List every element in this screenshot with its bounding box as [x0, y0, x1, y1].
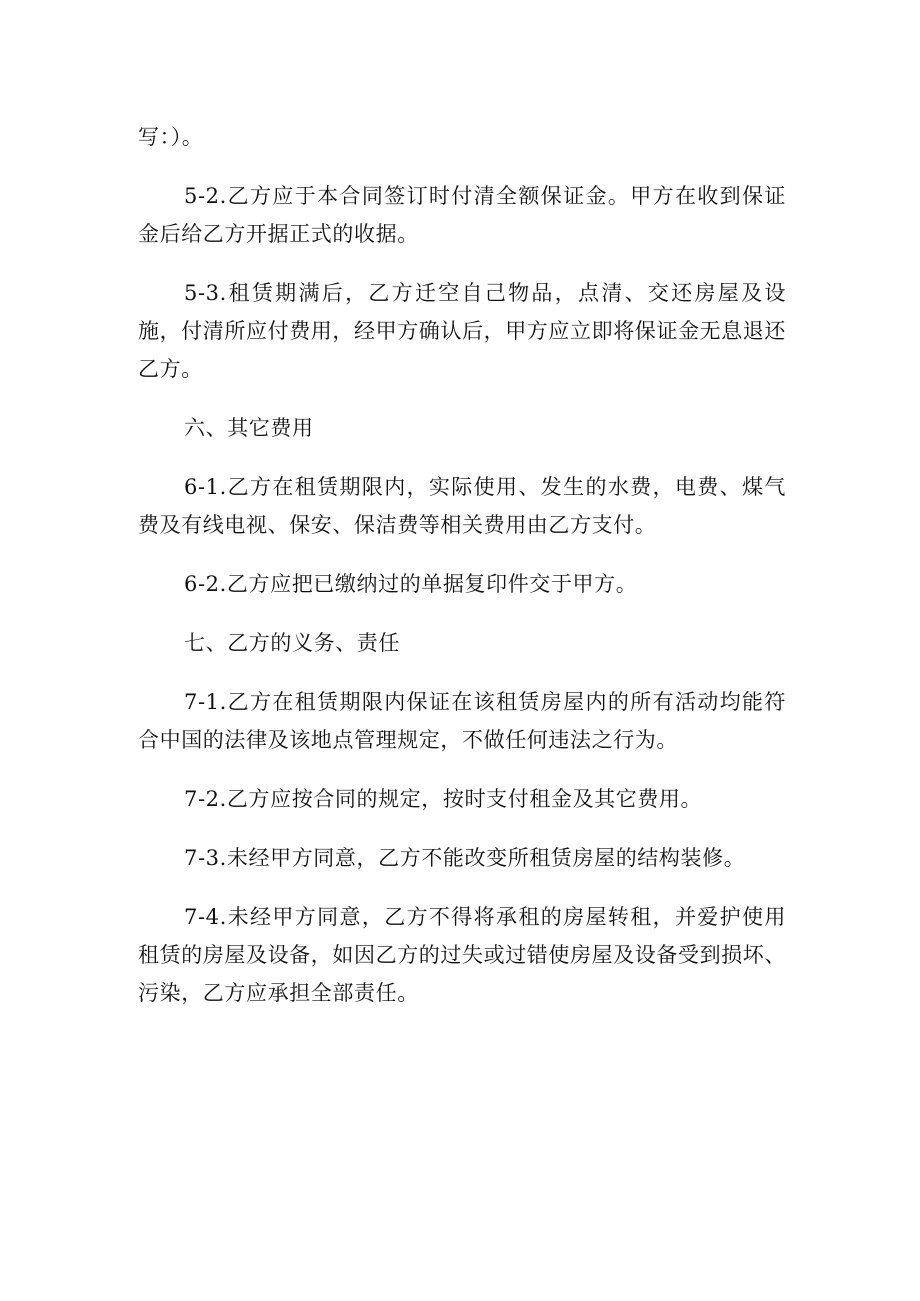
paragraph-continuation: 写：）。: [138, 125, 204, 149]
clause-7-4: 7-4.未经甲方同意，乙方不得将承租的房屋转租，并爱护使用租赁的房屋及设备，如因乙方的过失或过错使房屋及设备受到损坏、污染，乙方应承担全部责任。: [138, 905, 786, 1005]
clause-7-2: 7-2.乙方应按合同的规定，按时支付租金及其它费用。: [184, 787, 703, 811]
clause-7-3: 7-3.未经甲方同意，乙方不能改变所租赁房屋的结构装修。: [184, 846, 746, 870]
clause-5-3: 5-3.租赁期满后，乙方迁空自己物品，点清、交还房屋及设施，付清所应付费用，经甲方确认后，甲方应立即将保证金无息退还乙方。: [138, 281, 786, 381]
clause-5-2: 5-2.乙方应于本合同签订时付清全额保证金。甲方在收到保证金后给乙方开据正式的收据。: [138, 184, 786, 246]
section-heading-6: 六、其它费用: [184, 416, 314, 440]
clause-6-1: 6-1.乙方在租赁期限内，实际使用、发生的水费，电费、煤气费及有线电视、保安、保洁费等相关费用由乙方支付。: [138, 475, 786, 537]
clause-6-2: 6-2.乙方应把已缴纳过的单据复印件交于甲方。: [184, 572, 638, 596]
section-heading-7: 七、乙方的义务、责任: [184, 631, 400, 655]
clause-7-1: 7-1.乙方在租赁期限内保证在该租赁房屋内的所有活动均能符合中国的法律及该地点管理规定，不做任何违法之行为。: [138, 690, 786, 752]
